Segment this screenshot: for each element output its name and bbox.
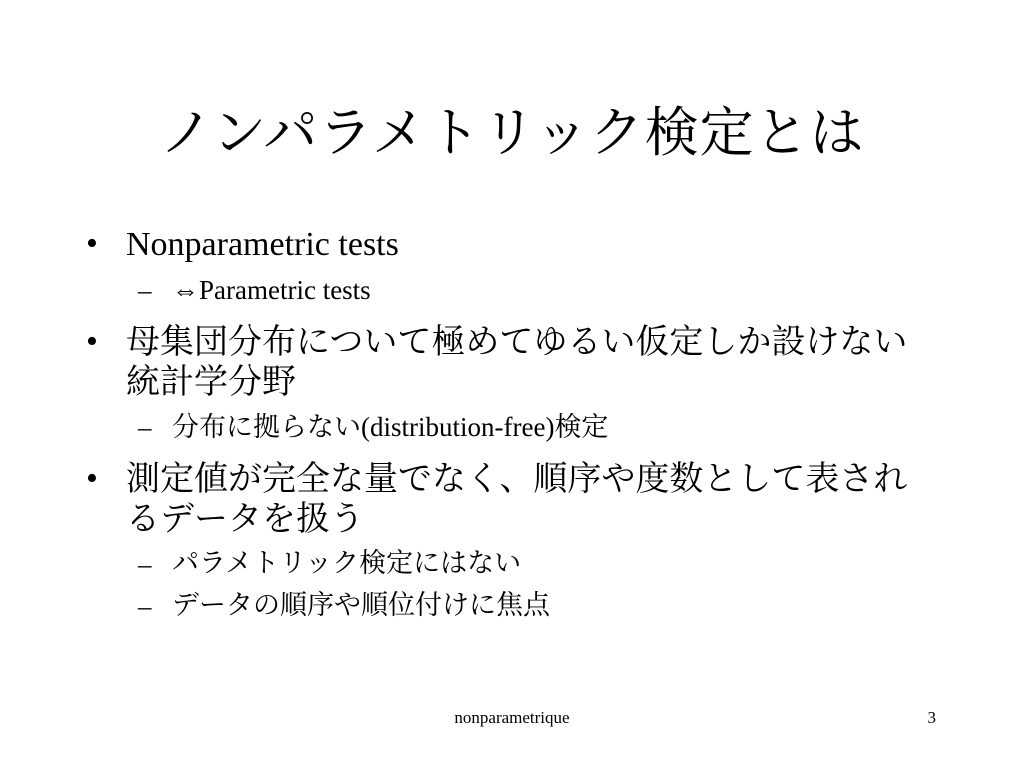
slide-body	[80, 224, 940, 623]
sub-bullet-item-3-2	[80, 589, 940, 623]
sub-bullet-text: パラメトリック検定にはない	[172, 548, 522, 579]
bullet-marker: •	[86, 323, 98, 360]
bullet-item-1	[80, 224, 940, 265]
bullet-marker: •	[86, 225, 98, 262]
sub-bullet-text-prefix: 分布に拠らない	[172, 412, 361, 443]
footer-text: nonparametrique	[454, 708, 570, 727]
sub-bullet-item-2-1	[80, 410, 940, 445]
sub-bullet-marker: –	[138, 412, 152, 442]
bullet-item-3	[80, 459, 940, 539]
sub-bullet-item-3-1	[80, 547, 940, 581]
sub-bullet-text-english: (distribution-free)	[361, 412, 555, 442]
slide-title: ノンパラメトリック検定とは	[159, 101, 865, 164]
bullet-marker: •	[86, 460, 98, 497]
sub-bullet-text-suffix: 検定	[554, 412, 609, 443]
bullet-text: Nonparametric tests	[126, 226, 399, 263]
sub-bullet-item-1-1	[80, 273, 940, 308]
bullet-item-2	[80, 322, 940, 402]
page-number: 3	[927, 708, 936, 727]
sub-bullet-marker: –	[138, 591, 152, 621]
sub-bullet-text: ⇔Parametric tests	[172, 275, 371, 305]
sub-bullet-marker: –	[138, 275, 152, 305]
sub-bullet-text: データの順序や順位付けに焦点	[172, 590, 550, 621]
bullet-text: 母集団分布について極めてゆるい仮定しか設けない統計学分野	[126, 322, 908, 402]
bullet-text: 測定値が完全な量でなく、順序や度数として表されるデータを扱う	[126, 459, 908, 539]
sub-bullet-marker: –	[138, 549, 152, 579]
